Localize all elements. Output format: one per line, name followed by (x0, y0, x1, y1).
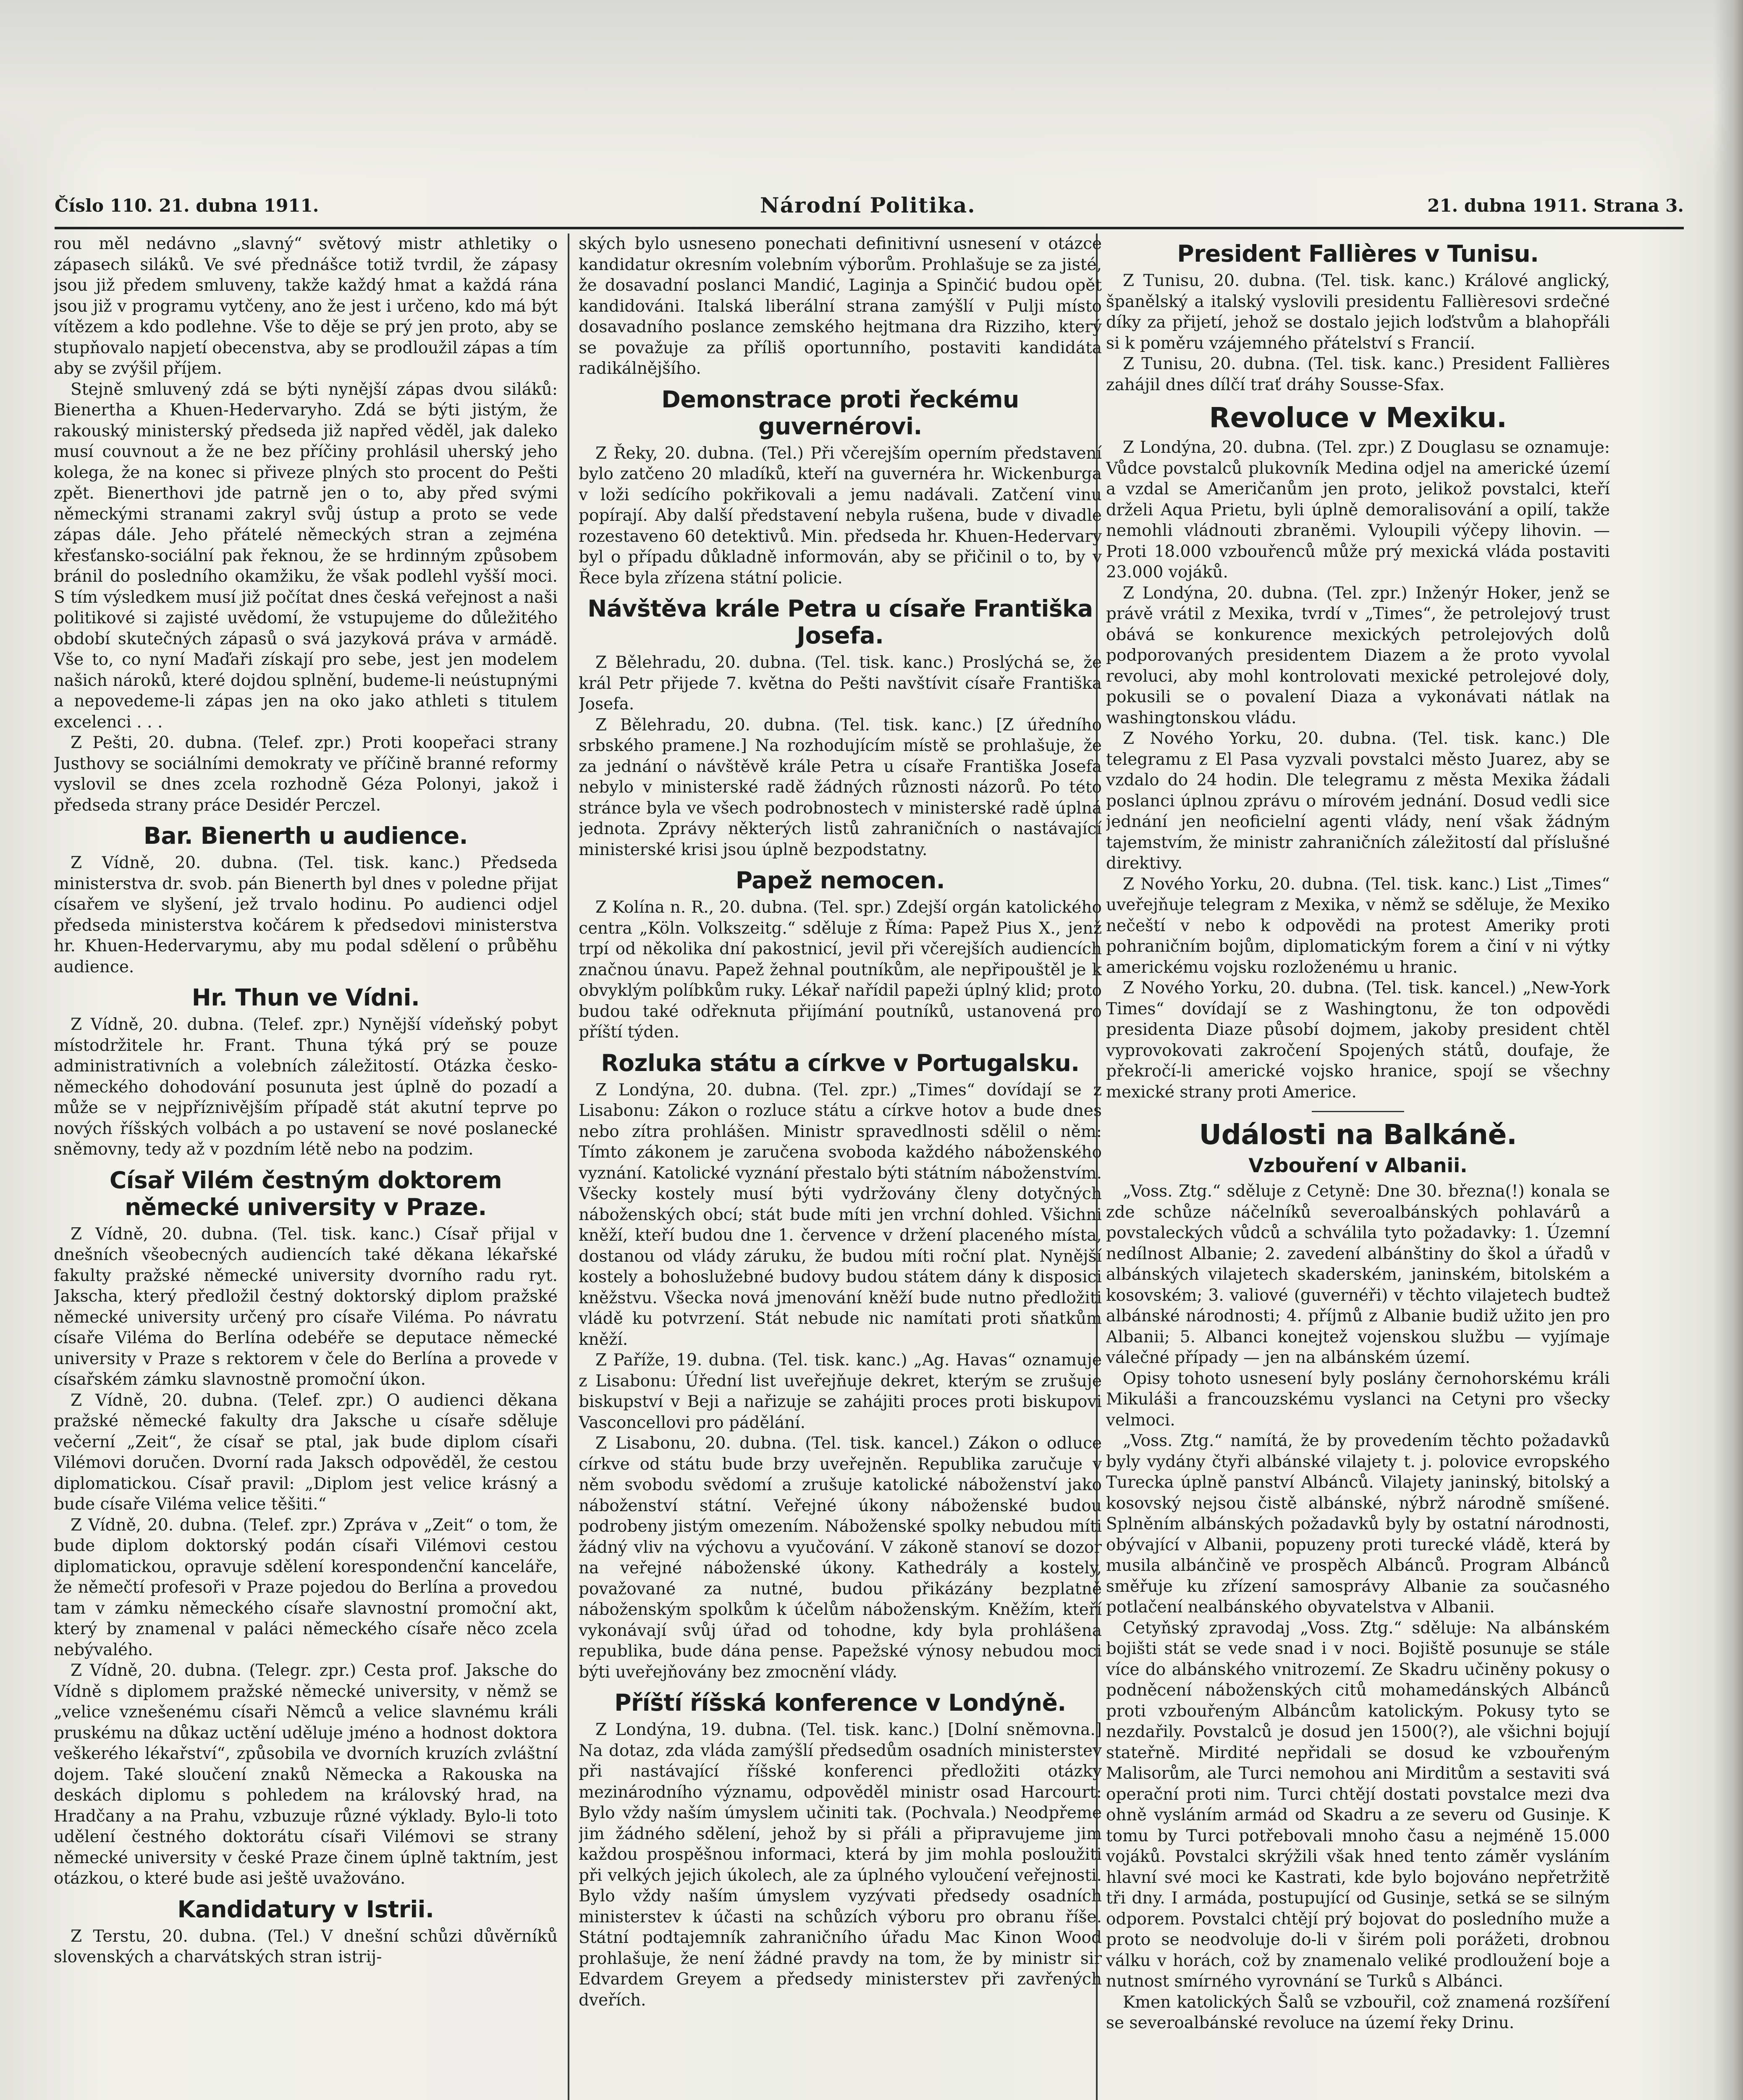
subheadline-albania-uprising: Vzbouření v Albanii. (1248, 1154, 1468, 1177)
headline-pope-ill: Papež nemocen. (735, 867, 945, 894)
article-paragraph: Z Terstu, 20. dubna. (Tel.) V dnešní schůzi důvěrníků slovenských a charvátských stran istrij- (54, 1927, 558, 1966)
article-paragraph: Z Vídně, 20. dubna. (Telef. zpr.) O audienci děkana pražské německé fakulty dra Jaksche u císaře sděluje večerní „Zeit“, že císař se ptal, jak bude diplom císaři Vilémovi doručen. Dvorní rada Jaksch odpověděl, že cestou diplomatickou. Císař pravil: „Diplom jest velice krásný a bude císaře Viléma velice těšiti.“ (54, 1391, 558, 1514)
article-paragraph: Z Bělehradu, 20. dubna. (Tel. tisk. kanc.) [Z úředního srbského pramene.] Na rozhodujícím místě se prohlašuje, že za jednání o návštěvě krále Petra u císaře Františka Josefa nebylo v ministerské radě žádných různosti názorů. Po této stránce byla ve všech podrobnostech v ministerské radě úplná jednota. Zprávy některých listů zahraničních o nastávající ministerské krisi jsou úplně bezpodstatny. (579, 715, 1102, 859)
article-paragraph: Z Vídně, 20. dubna. (Telef. zpr.) Zpráva v „Zeit“ o tom, že bude diplom doktorský podán císaři Vilémovi cestou diplomatickou, opravuje sdělení korespondenční kanceláře, že němečtí profesoři v Praze pojedou do Berlína a provedou tam v zámku německého císaře slavnostní promoční akt, který by znamenal v paláci německého císaře něco zcela nebývalého. (54, 1515, 558, 1659)
article-paragraph: Z Tunisu, 20. dubna. (Tel. tisk. kanc.) President Fallières zahájil dnes dílčí trať dráhy Sousse-Sfax. (1106, 354, 1610, 394)
article-paragraph: Z Pešti, 20. dubna. (Telef. zpr.) Proti koopeřaci strany Justhovy se sociálními demokraty ve příčině branné reformy vyslovil se dnes zcela rozhodně Géza Polonyi, jakož i předseda strany práce Desidér Perczel. (54, 733, 558, 815)
article-paragraph: „Voss. Ztg.“ sděluje z Cetyně: Dne 30. března(!) konala se zde schůze náčelníků severoalbánských pohlavárů a povstaleckých vůdců a schválila tyto požadavky: 1. Územní nedílnost Albanie; 2. zavedení albánštiny do škol a úřadů v albánských vilajetech skaderském, janinském, bitolském a kosovském; 3. valiové (guvernéři) v těchto vilajetech budtež albánské národnosti; 4. příjmů z Albanie budiž užito jen pro Albanii; 5. Albanci konejtež vojenskou službu — vyjímaje válečné případy — jen na albánském území. (1106, 1182, 1610, 1367)
article-paragraph: Kmen katolických Šalů se vzbouřil, což znamená rozšíření se severoalbánské revoluce na území řeky Drinu. (1106, 1992, 1610, 2032)
article-paragraph: Z Londýna, 20. dubna. (Tel. zpr.) Inženýr Hoker, jenž se právě vrátil z Mexika, tvrdí v „Times“, že petrolejový trust obává se konkurence mexických petrolejových dolů podporovaných presidentem Diazem a že proto vyvolal revoluci, aby mohl kontrolovati mexické petrolejové doly, pokusili se o povalení Diaza a vykonávati nátlak na washingtonskou vládu. (1106, 583, 1610, 727)
column-1 (54, 234, 558, 2100)
page-date-number: 21. dubna 1911. Strana 3. (1427, 195, 1684, 216)
article-paragraph: Stejně smluvený zdá se býti nynější zápas dvou siláků: Bienertha a Khuen-Hedervaryho. Zdá se býti jistým, že rakouský ministerský předseda již napřed věděl, jak daleko musí couvnout a že ne bez příčiny prohlásil uherský jeho kolega, že na konec si přiveze plných sto procent do Pešti zpět. Bienerthovi jde patrně jen o to, aby před svými německými stranami zakryl svůj ústup a proto se vede zápas dále. Jeho přátelé německých stran a zejména křesťansko-sociální pak řeknou, že se hrdinným způsobem bránil do posledního okamžiku, že však podlehl vyšší moci. S tím výsledkem musí již počítat dnes česká veřejnost a naši politikové si zajisté uvědomí, že vstupujeme do důležitého období skutečných zápasů o svá jazyková práva v armádě. Vše to, co nyní Maďaři získají pro sebe, jest jen modelem našich nároků, které dojdou splnění, budeme-li neústupnými a nepovedeme-li zápas jen na oko jako athleti s titulem excelenci . . . (54, 380, 558, 732)
article-paragraph: Z Nového Yorku, 20. dubna. (Tel. tisk. kanc.) List „Times“ uveřejňuje telegram z Mexika, v němž se sděluje, že Mexiko nečeští v nebo k odpovědi na protest Ameriky proti pohraničním bojům, diplomatickým forem a činí v ni výtky americkému vojsku rozloženému u hranic. (1106, 874, 1610, 977)
headline-thun-vienna: Hr. Thun ve Vídni. (191, 984, 420, 1011)
article-paragraph: Z Londýna, 20. dubna. (Tel. zpr.) Z Douglasu se oznamuje: Vůdce povstalců plukovník Medina odjel na americké území a vzdal se Američanům jen proto, jelikož povstalci, kteří drželi Aqua Prietu, byli úplně demoralisování a opilí, takže nemohli vládnouti zbraněmi. Vyloupili výčepy lihovin. — Proti 18.000 vzbouřenců může prý mexická vláda postaviti 23.000 vojáků. (1106, 438, 1610, 582)
headline-bienerth-audience: Bar. Bienerth u audience. (143, 822, 468, 849)
article-paragraph: Z Bělehradu, 20. dubna. (Tel. tisk. kanc.) Proslýchá se, že král Petr přijede 7. května do Pešti navštívit císaře Františka Josefa. (579, 653, 1102, 714)
masthead-title: Národní Politika. (760, 193, 976, 218)
headline-king-peter-visit: Návštěva krále Petra u císaře Františka Josefa. (587, 595, 1093, 649)
headline-rijeka-demonstration: Demonstrace proti řeckému guvernérovi. (661, 386, 1019, 440)
header-rule (55, 227, 1684, 229)
article-paragraph: ských bylo usneseno ponechati definitivní usnesení v otázce kandidatur okresním volebním výborům. Prohlašuje se za jisté, že dosavadní poslanci Mandić, Laginja a Spinčić budou opět kandidováni. Italská liberální strana zamýšlí v Pulji místo dosavadního poslance zemského hejtmana dra Rizziho, který se považuje za příliš oportunního, postaviti kandidáta radikálnějšího. (579, 234, 1102, 378)
headline-fallieres-tunis: President Fallières v Tunisu. (1177, 240, 1539, 267)
article-paragraph: Z Londýna, 20. dubna. (Tel. zpr.) „Times“ dovídají se z Lisabonu: Zákon o rozluce státu a církve hotov a bude dnes nebo zítra prohlášen. Ministr spravedlnosti sdělil o něm: Tímto zákonem je zaručena svoboda každého náboženského vyznání. Katolické vyznání přestalo býti státním náboženstvím. Všecky kostely musí býti vydržovány členy dotyčných náboženských obcí; stát bude míti jen vrchní dohled. Všichni kněží, kteří budou dne 1. července v držení placeného místa, dostanou od vlády záruku, že budou míti roční plat. Nynější kostely a bohoslužebné budovy budou státem dány k disposici kněžstvu. Všecka nová jmenování kněží bude nutno předložiti vládě ku potvrzení. Stát nebude nic namítati proti sňatkům kněží. (579, 1080, 1102, 1349)
article-paragraph: Z Londýna, 19. dubna. (Tel. tisk. kanc.) [Dolní sněmovna.] Na dotaz, zda vláda zamýšlí předsedům osadních ministerstev při nastávající říšské konferenci předložiti otázky mezinárodního významu, odpověděl ministr osad Harcourt: Bylo vždy naším úmyslem učiniti tak. (Pochvala.) Neodpřeme jim žádného sdělení, jehož by si přáli a připravujeme jim každou prospěšnou informaci, která by jim mohla posloužiti při velkých jejich úkolech, ale za úplného vyloučení veřejnosti. Bylo vždy naším úmyslem vyzývati předsedy osadních ministerstev k účasti na schůzích výboru pro obranu říše. Státní podtajemník zahraničního úřadu Mac Kinon Wood prohlašuje, že není žádné pravdy na tom, že by ministr sir Edvardem Greyem a předsedy ministerstev při zavřených dveřích. (579, 1720, 1102, 2010)
article-paragraph: Z Paříže, 19. dubna. (Tel. tisk. kanc.) „Ag. Havas“ oznamuje z Lisabonu: Úřední list uveřejňuje dekret, kterým se zrušuje biskupství v Beji a nařizuje se zahájiti proces proti biskupovi Vasconcellovi pro pádělání. (579, 1351, 1102, 1432)
article-paragraph: Z Vídně, 20. dubna. (Tel. tisk. kanc.) Předseda ministerstva dr. svob. pán Bienerth byl dnes v poledne přijat císařem ve slyšení, jež trvalo hodinu. Po audienci odjel předseda ministerstva kočárem k předsedovi ministerstva hr. Khuen-Hedervarymu, aby mu podal sdělení o průběhu audience. (54, 853, 558, 976)
article-paragraph: Cetyňský zpravodaj „Voss. Ztg.“ sděluje: Na albánském bojišti stát se vede snad i v noci. Bojiště posunuje se stále více do albánského vnitrozemí. Ze Skadru učiněny pokusy o podněcení náboženských citů mohamedánských Albánců proti vzbouřeným Albáncům katolickým. Pokusy tyto se nezdařily. Povstalců je dosud jen 1500(?), ale všichni bojují stateřně. Mirdité nepřidali se dosud ke vzbouřeným Malisorům, ale Turci nemohou ani Mirditům a sestaviti svá operační proti nim. Turci chtějí dostati povstalce mezi dva ohně vysláním armád od Skadru a ze severu od Gusinje. K tomu by Turci potřebovali mnoho času a nejméně 15.000 vojáků. Povstalci skrýžili však hned tento záměr vysláním hlavní své moci ke Kastrati, kde bylo bojováno nepřetržitě tři dny. I armáda, postupující od Gusinje, setká se se silným odporem. Povstalci chtějí prý bojovat do posledního muže a proto se neodvoluje do-li v širém poli porážeti, drobnou válku v horách, což by znamenalo veliké prodloužení boje a nutnost smírného vyrovnání se Turků s Albánci. (1106, 1618, 1610, 1991)
article-paragraph: „Voss. Ztg.“ namítá, že by provedením těchto požadavků byly vydány čtyři albánské vilajety t. j. polovice evropského Turecka úplně panství Albánců. Vilajety janinský, bitolský a kosovský nejsou čistě albánské, nýbrž národně smíšené. Splněním albánských požadavků byly by ostatní národnosti, obývající v Albanii, popuzeny proti turecké vládě, která by musila albánčině ve prospěch Albánců. Program Albánců směřuje ku zřízení samosprávy Albanie za současného potlačení nealbánského obyvatelstva v Albanii. (1106, 1431, 1610, 1617)
headline-balkan-events: Události na Balkáně. (1199, 1118, 1517, 1151)
article-paragraph: Z Nového Yorku, 20. dubna. (Tel. tisk. kanc.) Dle telegramu z El Pasa vyzvali povstalci město Juarez, aby se vzdalo do 24 hodin. Dle telegramu z města Mexika žádali poslanci úplnou zprávu o mírovém jednání. Dosud vedli sice jednání jen neoficielní agenti vlády, není však žádným tajemstvím, že ministr zahraničních záležitostí dal příslušné direktivy. (1106, 729, 1610, 873)
article-paragraph: Z Vídně, 20. dubna. (Tel. tisk. kanc.) Císař přijal v dnešních všeobecných audiencích také děkana lékařské fakulty pražské německé university dvorního radu ryt. Jakscha, který předložil čestný doktorský diplom pražské německé university určený pro císaře Viléma. Po návratu císaře Viléma do Berlína odebéře se deputace německé university v Praze s rektorem v čele do Berlína a provede v císařském zámku slavnostně promoční úkon. (54, 1224, 558, 1389)
column-3 (1106, 234, 1610, 2100)
page-header (55, 191, 1684, 229)
section-rule (1312, 1111, 1404, 1112)
top-shadow (0, 0, 1743, 176)
article-paragraph: Z Vídně, 20. dubna. (Telegr. zpr.) Cesta prof. Jaksche do Vídně s diplomem pražské německé university, v němž se „velice vznešenému císaři Němců a velice slavnému králi pruskému na důkaz uctění uděluje jméno a hodnost doktora veškerého lékařství“, způsobila ve dvorních kruzích zvláštní dojem. Také sloučení znaků Německa a Rakouska na deskách diplomu s pohledem na královský hrad, na Hradčany a na Prahu, vzbuzuje různé výklady. Bylo-li toto udělení čestného doktorátu císaři Vilémovi se strany německé university v české Praze činem úplně taktním, jest otázkou, o které bude asi ještě uvažováno. (54, 1661, 558, 1888)
article-paragraph: Z Řeky, 20. dubna. (Tel.) Při včerejším operním představení bylo zatčeno 20 mladíků, kteří na guvernéra hr. Wickenburga v loži sedícího pokřikovali a jemu nadávali. Zatčení vinu popírají. Aby další představení nebyla rušena, bude v divadle rozestaveno 60 detektivů. Min. předseda hr. Khuen-Hedervary byl o případu důkladně informován, aby se přičinil o to, by v Řece byla zřízena státní policie. (579, 444, 1102, 588)
article-paragraph: Z Kolína n. R., 20. dubna. (Tel. spr.) Zdejší orgán katolického centra „Köln. Volkszeitg.“ sděluje z Říma: Papež Pius X., jenž trpí od několika dní pakostnicí, jevil při včerejších audiencích značnou únavu. Papež žehnal poutníkům, ale nepřipouštěl je k obvyklým políbkům ruky. Lékař nařídil papeži úplný klid; proto budou také odřeknuta přijímání poutníků, ustanovená pro příští týden. (579, 898, 1102, 1042)
headline-emperor-wilhelm-doctorate: Císař Vilém čestným doktorem německé university v Praze. (109, 1166, 502, 1221)
column-2 (579, 234, 1102, 2100)
article-paragraph: Z Lisabonu, 20. dubna. (Tel. tisk. kancel.) Zákon o odluce církve od státu bude brzy uveřejněn. Republika zaručuje v něm svobodu svědomí a zrušuje katolické náboženství jako náboženství státní. Veřejné úkony náboženské budou podrobeny jistým omezením. Náboženské spolky nebudou míti žádný vliv na výchovu a vyučování. V zákoně stanoví se dozor na veřejné náboženské úkony. Kathedrály a kostely, považované za nutné, budou přikázány bezplatně náboženským spolkům k účelům náboženským. Kněžím, kteří vykonávají svůj úřad od tohodne, kdy byla prohlášena republika, bude dána pense. Papežské výnosy nebudou moci býti uveřejňovány bez zmocnění vlády. (579, 1434, 1102, 1682)
article-paragraph: Z Tunisu, 20. dubna. (Tel. tisk. kanc.) Králové anglický, španělský a italský vyslovili presidentu Fallièresovi srdečné díky za přijetí, jehož se dostalo jejich loďstvům a blahopřáli si k poměru vzájemného přátelství s Francií. (1106, 271, 1610, 353)
headline-imperial-conference: Příští říšská konference v Londýně. (614, 1689, 1066, 1716)
article-paragraph: Z Nového Yorku, 20. dubna. (Tel. tisk. kancel.) „New-York Times“ dovídají se z Washingtonu, že ton odpovědi presidenta Diaze působí dojmem, jakoby president chtěl vyprovokovati zakročení Spojených států, doufaje, že překročí-li americké vojsko hranice, spojí se všechny mexické strany proti Americe. (1106, 979, 1610, 1102)
headline-istria-candidacies: Kandidatury v Istrii. (177, 1895, 434, 1923)
article-paragraph: Z Vídně, 20. dubna. (Telef. zpr.) Nynější vídeňský pobyt místodržitele hr. Frant. Thuna týká prý se pouze administrativních a volebních záležitostí. Otázka česko-německého dohodování posunuta jest úplně do pozadí a může se v nejpříznivějším případě stát akutní teprve po nových říšských volbách a po ustavení se nové poslanecké sněmovny, tedy až v pozdním létě nebo na podzim. (54, 1015, 558, 1159)
article-paragraph: rou měl nedávno „slavný“ světový mistr athletiky o zápasech siláků. Ve své přednášce totiž tvrdil, že zápasy jsou již předem smluveny, takže každý hmat a každá rána jsou již v programu vytčeny, ano že jest i určeno, kdo má být vítězem a kdo podlehne. Vše to děje se prý jen proto, aby se stupňovalo napjetí obecenstva, aby se prodloužil zápas a tím aby se zvýšil příjem. (54, 234, 558, 378)
headline-mexico-revolution: Revoluce v Mexiku. (1209, 402, 1507, 434)
page-edge-shadow (1714, 0, 1743, 2100)
column-separator (568, 234, 569, 2100)
article-paragraph: Opisy tohoto usnesení byly poslány černohorskému králi Mikuláši a francouzskému vyslanci na Cetyni pro všecky velmoci. (1106, 1369, 1610, 1430)
issue-date: Číslo 110. 21. dubna 1911. (55, 195, 319, 216)
headline-portugal-separation: Rozluka státu a církve v Portugalsku. (601, 1049, 1080, 1076)
